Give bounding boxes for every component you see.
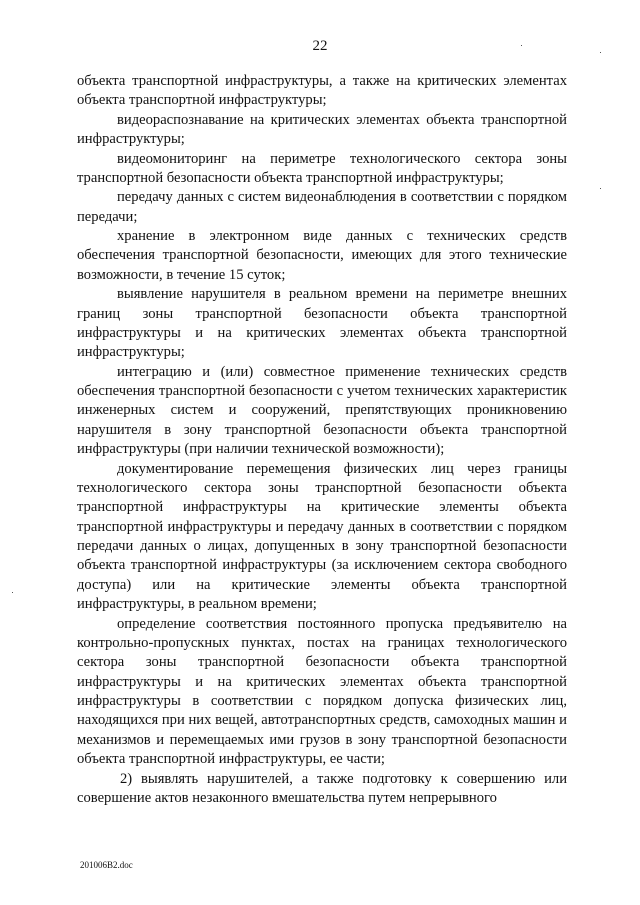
scan-speck bbox=[600, 188, 601, 189]
page-number: 22 bbox=[312, 38, 328, 54]
paragraph-7: интеграцию и (или) совместное применение технических средств обеспечения транспортной безопасности с учетом технических характеристик инженерных систем и сооружений, препятствующих проникновению нарушителя в зону транспортной безопасности объекта транспортной инфраструктуры (при наличии технической возможности); bbox=[77, 363, 567, 458]
paragraph-10: 2) выявлять нарушителей, а также подготовку к совершению или совершение актов незаконного вмешательства путем непрерывного bbox=[77, 770, 567, 806]
paragraph-1: объекта транспортной инфраструктуры, а также на критических элементах объекта транспортной инфраструктуры; bbox=[77, 73, 567, 109]
document-body bbox=[77, 72, 567, 808]
paragraph-5: хранение в электронном виде данных с технических средств обеспечения транспортной безопасности, имеющих для этого технические возможности, в течение 15 суток; bbox=[77, 228, 567, 283]
scan-speck bbox=[600, 52, 601, 53]
paragraph-3: видеомониторинг на периметре технологического сектора зоны транспортной безопасности объекта транспортной инфраструктуры; bbox=[77, 150, 567, 186]
paragraph-9: определение соответствия постоянного пропуска предъявителю на контрольно-пропускных пунктах, постах на границах технологического сектора зоны транспортной безопасности объекта транспортной инфраструктуры и на критических элементах объекта транспортной инфраструктуры в соответствии с порядком допуска физических лиц, находящихся при них вещей, автотранспортных средств, самоходных машин и механизмов и перемещаемых ими грузов в зону транспортной безопасности объекта транспортной инфраструктуры, ее части; bbox=[77, 615, 567, 768]
paragraph-6: выявление нарушителя в реальном времени на периметре внешних границ зоны транспортной безопасности объекта транспортной инфраструктуры и на критических элементах объекта транспортной инфраструктуры; bbox=[77, 286, 567, 361]
footer-file-code: 201006В2.doc bbox=[80, 860, 133, 870]
paragraph-2: видеораспознавание на критических элементах объекта транспортной инфраструктуры; bbox=[77, 111, 567, 148]
scan-speck bbox=[12, 592, 13, 593]
scan-speck bbox=[521, 45, 522, 46]
paragraph-8: документирование перемещения физических лиц через границы технологического сектора зоны транспортной безопасности объекта транспортной инфраструктуры на критические элементы объекта транспортной инфраструктуры и передачу данных в соответствии с порядком передачи данных о лицах, допущенных в зону транспортной безопасности объекта транспортной инфраструктуры (за исключением сектора свободного доступа) или на критические элементы объекта транспортной инфраструктуры, в реальном времени; bbox=[77, 460, 567, 613]
paragraph-4: передачу данных с систем видеонаблюдения в соответствии с порядком передачи; bbox=[77, 189, 567, 225]
